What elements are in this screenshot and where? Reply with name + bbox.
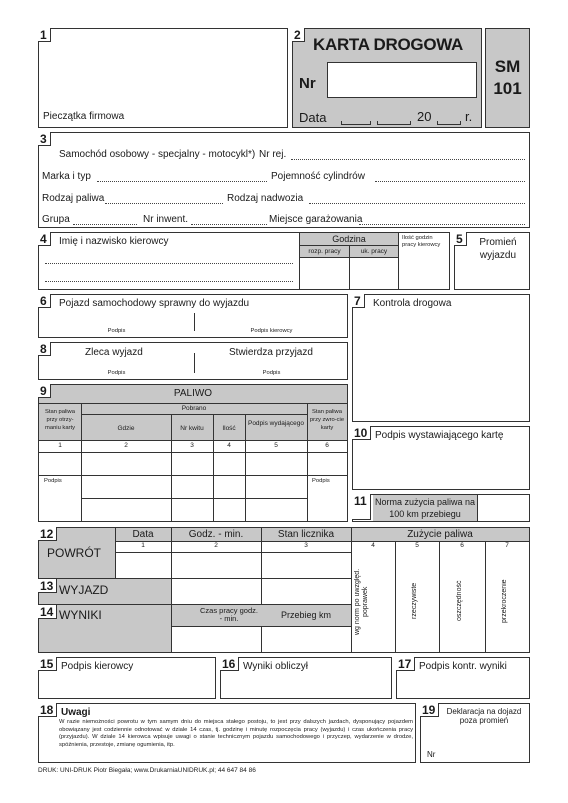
start-work-header: rozp. pracy bbox=[300, 246, 349, 257]
hours-minutes-header: Godz. - min. bbox=[188, 529, 244, 540]
section-4-driver bbox=[38, 232, 450, 290]
col-num: 1 bbox=[58, 442, 62, 449]
col-num: 7 bbox=[505, 542, 509, 549]
driver-name-field-2[interactable] bbox=[45, 281, 293, 282]
road-control-label: Kontrola drogowa bbox=[373, 298, 452, 309]
section-8-dispatch bbox=[38, 342, 348, 380]
section-number: 15 bbox=[38, 657, 57, 671]
garage-field[interactable] bbox=[359, 224, 525, 225]
fuel-amount-header: Ilość bbox=[222, 425, 236, 432]
printer-footer: DRUK: UNI-DRUK Piotr Biegała; www.DrukarniaUNIDRUK.pl; 44 647 84 86 bbox=[38, 767, 256, 774]
section-18-remarks bbox=[38, 703, 416, 763]
issuer-signature-header: Podpis wydającego bbox=[247, 420, 304, 427]
fuel-receipt-header: Nr kwitu bbox=[180, 425, 204, 432]
issuer-signature-label: Podpis wystawiającego kartę bbox=[375, 430, 504, 441]
remarks-text: W razie niemożności powrotu w tym samym dniu do miejsca stałego postoju, to jest przy dalszych jazdach, dysponujący pojazdem obowiązany jest codziennie odnotować w dziale 14 czas, tj. godzinę i minutę rozpoczęcia pracy (wyjazdu) i czas ukończenia pracy (przyjazdu). W dziale 14 kierowca wpisuje uwagi o stanie technicznym pojazdu samochodowego i przyczep, wydarzenie w drodze, spóźnienia, przestoje, zmianę ogumienia, itp. bbox=[59, 719, 413, 748]
driver-signature-label: Podpis kierowcy bbox=[250, 328, 293, 334]
fuel-on-return-header: Stan paliwa przy zwro-cie karty bbox=[309, 409, 345, 431]
departure-label: WYJAZD bbox=[59, 583, 109, 597]
group-label: Grupa bbox=[42, 214, 70, 225]
section-number: 4 bbox=[38, 232, 51, 246]
garage-label: Miejsce garażowania bbox=[269, 214, 363, 225]
work-time-header: Czas pracy godz. - min. bbox=[200, 606, 258, 623]
form-title: KARTA DROGOWA bbox=[313, 35, 464, 54]
section-6-vehicle-ok bbox=[38, 294, 348, 338]
form-code-line1: SM bbox=[494, 57, 521, 76]
section-7-road-control bbox=[352, 294, 530, 422]
make-label: Marka i typ bbox=[42, 171, 91, 182]
calculated-by-label: Wyniki obliczył bbox=[243, 661, 308, 672]
form-code-line2: 101 bbox=[493, 79, 522, 98]
mileage-header: Przebieg km bbox=[280, 610, 332, 620]
fuel-actual-header: rzeczywiste bbox=[411, 582, 418, 620]
fuel-type-field[interactable] bbox=[105, 203, 223, 204]
fuel-norm-label: Norma zużycia paliwa na 100 km przebiegu bbox=[374, 497, 476, 519]
section-number: 18 bbox=[38, 703, 57, 717]
col-num: 2 bbox=[124, 442, 128, 449]
signature-label: Podpis bbox=[312, 478, 330, 484]
fuel-type-label: Rodzaj paliwa bbox=[42, 193, 105, 204]
date-field-month[interactable] bbox=[377, 121, 411, 125]
date-field-year[interactable] bbox=[437, 121, 461, 125]
col-num: 5 bbox=[415, 542, 419, 549]
section-number: 3 bbox=[38, 132, 51, 146]
results-label: WYNIKI bbox=[59, 608, 102, 622]
driver-name-label: Imię i nazwisko kierowcy bbox=[59, 236, 169, 247]
signature-label: Podpis bbox=[44, 478, 62, 484]
year-suffix: r. bbox=[465, 109, 473, 124]
section-number: 12 bbox=[38, 527, 57, 541]
section-number: 2 bbox=[292, 28, 305, 42]
fuel-use-header: Zużycie paliwa bbox=[407, 529, 473, 540]
start-work-field[interactable] bbox=[301, 258, 348, 288]
section-number: 11 bbox=[352, 494, 371, 520]
year-prefix: 20 bbox=[417, 109, 432, 124]
inventory-label: Nr inwent. bbox=[143, 214, 189, 225]
col-num: 2 bbox=[214, 542, 218, 549]
col-num: 4 bbox=[371, 542, 375, 549]
group-field[interactable] bbox=[73, 224, 137, 225]
date-field-day[interactable] bbox=[341, 121, 371, 125]
stamp-label: Pieczątka firmowa bbox=[43, 111, 125, 122]
arrival-label: Stwierdza przyjazd bbox=[229, 347, 313, 358]
body-type-field[interactable] bbox=[309, 203, 525, 204]
section-number: 13 bbox=[38, 578, 57, 593]
section-16-calculated bbox=[220, 657, 392, 699]
section-number: 19 bbox=[420, 703, 439, 717]
section-number: 9 bbox=[38, 384, 51, 398]
section-number: 14 bbox=[38, 604, 57, 619]
make-field[interactable] bbox=[97, 181, 267, 182]
radius-label: Promień wyjazdu bbox=[479, 237, 517, 261]
nr-label: Nr bbox=[299, 75, 316, 92]
end-work-field[interactable] bbox=[351, 258, 397, 288]
driver-signature-label: Podpis kierowcy bbox=[61, 661, 134, 672]
dispatch-label: Zleca wyjazd bbox=[85, 347, 143, 358]
return-label: POWRÓT bbox=[47, 546, 101, 560]
fuel-on-receipt-header: Stan paliwa przy otrzy-maniu karty bbox=[45, 409, 75, 431]
hours-header: Godzina bbox=[300, 233, 398, 245]
section-1-stamp bbox=[38, 28, 288, 128]
fuel-title: PALIWO bbox=[173, 388, 213, 399]
work-hours-count-label: Ilość godzin pracy kierowcy bbox=[402, 235, 441, 248]
inventory-field[interactable] bbox=[191, 224, 267, 225]
section-9-fuel bbox=[38, 384, 348, 522]
section-15-driver-sign bbox=[38, 657, 216, 699]
signature-label: Podpis bbox=[107, 370, 126, 376]
col-num: 3 bbox=[304, 542, 308, 549]
section-number: 6 bbox=[38, 294, 51, 308]
driver-name-field-1[interactable] bbox=[45, 263, 293, 264]
meter-header: Stan licznika bbox=[277, 529, 335, 540]
col-num: 1 bbox=[141, 542, 145, 549]
fuel-where-header: Gdzie bbox=[117, 425, 135, 432]
vehicle-ok-label: Pojazd samochodowy sprawny do wyjazdu bbox=[59, 298, 250, 309]
section-number: 16 bbox=[220, 657, 239, 671]
vehicle-type-label: Samochód osobowy - specjalny - motocykl*) bbox=[59, 149, 256, 160]
remarks-title: Uwagi bbox=[61, 707, 91, 718]
section-number: 10 bbox=[352, 426, 371, 440]
col-num: 6 bbox=[460, 542, 464, 549]
col-num: 6 bbox=[325, 442, 329, 449]
section-17-control bbox=[396, 657, 530, 699]
section-12-14-trip-table bbox=[38, 527, 530, 653]
form-code-badge bbox=[485, 28, 530, 128]
section-19-declaration bbox=[420, 703, 530, 763]
signature-label: Podpis bbox=[107, 328, 126, 334]
section-number: 7 bbox=[352, 294, 365, 308]
col-num: 3 bbox=[190, 442, 194, 449]
date-header: Data bbox=[132, 529, 154, 540]
section-number: 1 bbox=[38, 28, 51, 42]
control-signature-label: Podpis kontr. wyniki bbox=[419, 661, 507, 672]
end-work-header: uk. pracy bbox=[350, 246, 398, 257]
col-num: 5 bbox=[274, 442, 278, 449]
section-3-vehicle bbox=[38, 132, 530, 228]
section-number: 5 bbox=[454, 232, 467, 246]
section-10-issuer bbox=[352, 426, 530, 490]
fuel-saving-header: oszczędność bbox=[456, 580, 463, 622]
registration-field[interactable] bbox=[291, 159, 525, 160]
section-11-norm bbox=[352, 494, 530, 522]
col-num: 4 bbox=[227, 442, 231, 449]
signature-label: Podpis bbox=[262, 370, 281, 376]
capacity-field[interactable] bbox=[375, 181, 525, 182]
capacity-label: Pojemność cylindrów bbox=[271, 171, 365, 182]
fuel-norm-adjusted-header: wg norm po uwzględ. poprawek bbox=[354, 568, 369, 636]
registration-label: Nr rej. bbox=[259, 149, 287, 160]
body-type-label: Rodzaj nadwozia bbox=[227, 193, 304, 204]
date-label: Data bbox=[299, 110, 327, 125]
section-5-radius bbox=[454, 232, 530, 290]
section-number: 17 bbox=[396, 657, 415, 671]
fuel-overrun-header: przekroczenie bbox=[501, 579, 508, 623]
fuel-taken-header: Pobrano bbox=[181, 405, 207, 412]
declaration-label: Deklaracja na dojazd poza promień bbox=[446, 707, 522, 725]
section-2-header bbox=[292, 28, 482, 128]
section-number: 8 bbox=[38, 342, 51, 356]
declaration-nr-label: Nr bbox=[427, 750, 436, 759]
nr-field[interactable] bbox=[327, 62, 477, 98]
